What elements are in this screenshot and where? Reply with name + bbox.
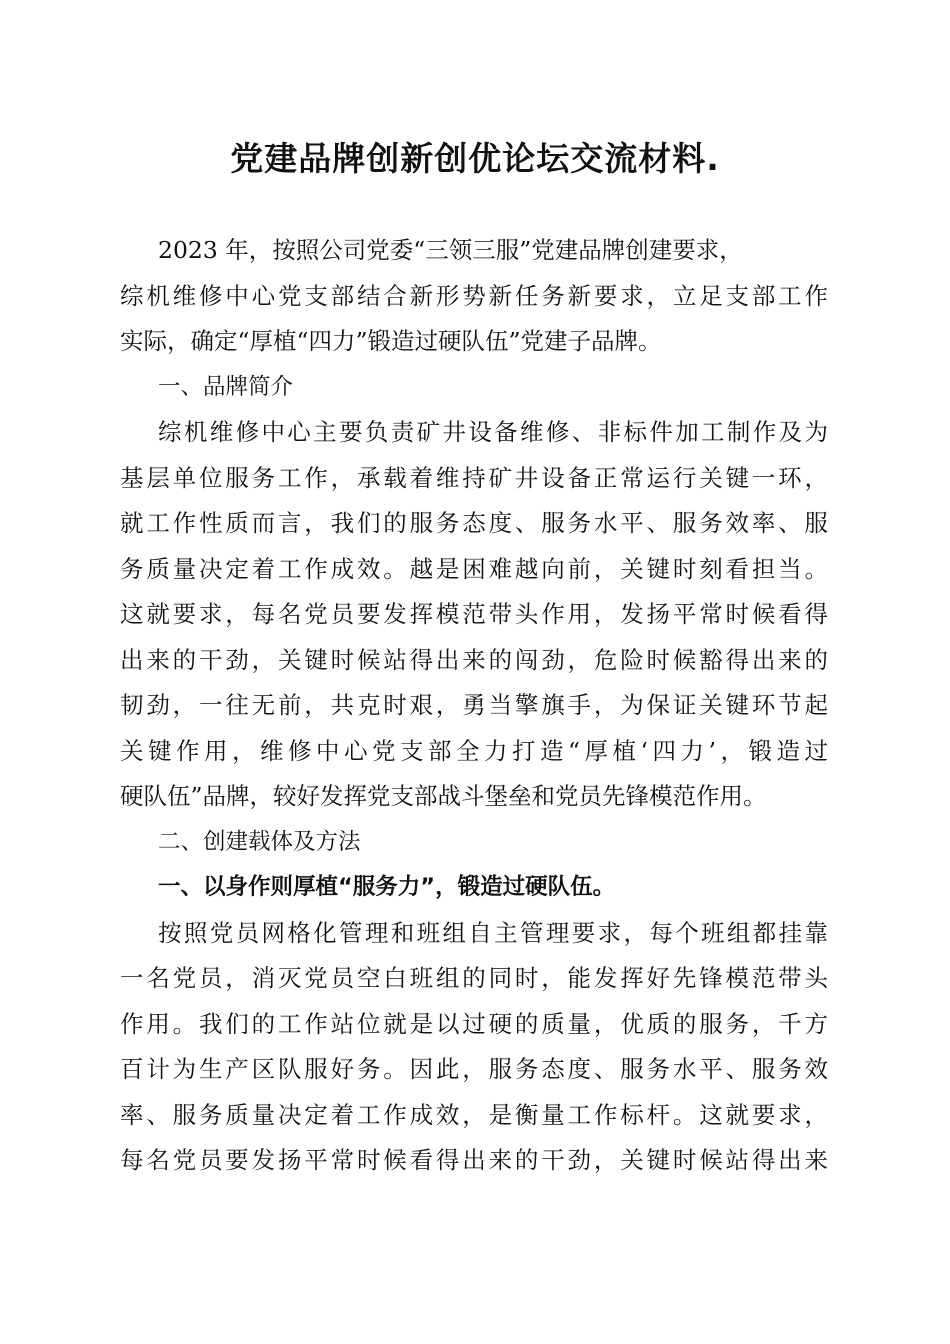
paragraph-line: 作用。我们的工作站位就是以过硬的质量，优质的服务，千方 — [120, 1009, 828, 1038]
paragraph-line: 实际，确定“厚植“四力”锻造过硬队伍”党建子品牌。 — [120, 327, 662, 355]
paragraph-line: 综机维修中心主要负责矿井设备维修、非标件加工制作及为 — [158, 418, 828, 446]
paragraph-line: 硬队伍”品牌，较好发挥党支部战斗堡垒和党员先锋模范作用。 — [120, 782, 767, 810]
paragraph-line: 务质量决定着工作成效。越是困难越向前，关键时刻看担当。 — [120, 554, 828, 583]
paragraph-line: 关键作用，维修中心党支部全力打造“厚植‘四力’，锻造过 — [120, 736, 828, 765]
paragraph-line: 韧劲，一往无前，共克时艰，勇当擎旗手，为保证关键环节起 — [120, 691, 828, 719]
paragraph-line: 每名党员要发扬平常时候看得出来的干劲，关键时候站得出来 — [120, 1146, 828, 1174]
document-title: 党建品牌创新创优论坛交流材料. — [230, 139, 720, 178]
paragraph-line: 一名党员，消灭党员空白班组的同时，能发挥好先锋模范带头 — [120, 964, 828, 992]
paragraph-line: 就工作性质而言，我们的服务态度、服务水平、服务效率、服 — [120, 509, 828, 537]
paragraph-line: 百计为生产区队服好务。因此，服务态度、服务水平、服务效 — [120, 1055, 828, 1083]
document-body — [120, 228, 828, 1184]
paragraph-line: 综机维修中心党支部结合新形势新任务新要求，立足支部工作 — [120, 281, 828, 310]
subsection-heading-service: 一、以身作则厚植“服务力”，锻造过硬队伍。 — [158, 874, 616, 900]
section-heading-brand-intro: 一、品牌简介 — [158, 373, 294, 400]
section-heading-methods: 二、创建载体及方法 — [158, 828, 361, 855]
paragraph-line: 2023 年，按照公司党委“三领三服”党建品牌创建要求， — [158, 236, 743, 264]
paragraph-line: 按照党员网格化管理和班组自主管理要求，每个班组都挂靠 — [158, 918, 828, 947]
paragraph-line: 这就要求，每名党员要发挥模范带头作用，发扬平常时候看得 — [120, 600, 828, 628]
paragraph-line: 基层单位服务工作，承载着维持矿井设备正常运行关键一环， — [120, 463, 828, 492]
paragraph-line: 出来的干劲，关键时候站得出来的闯劲，危险时候豁得出来的 — [120, 645, 828, 674]
paragraph-line: 率、服务质量决定着工作成效，是衡量工作标杆。这就要求， — [120, 1100, 828, 1129]
